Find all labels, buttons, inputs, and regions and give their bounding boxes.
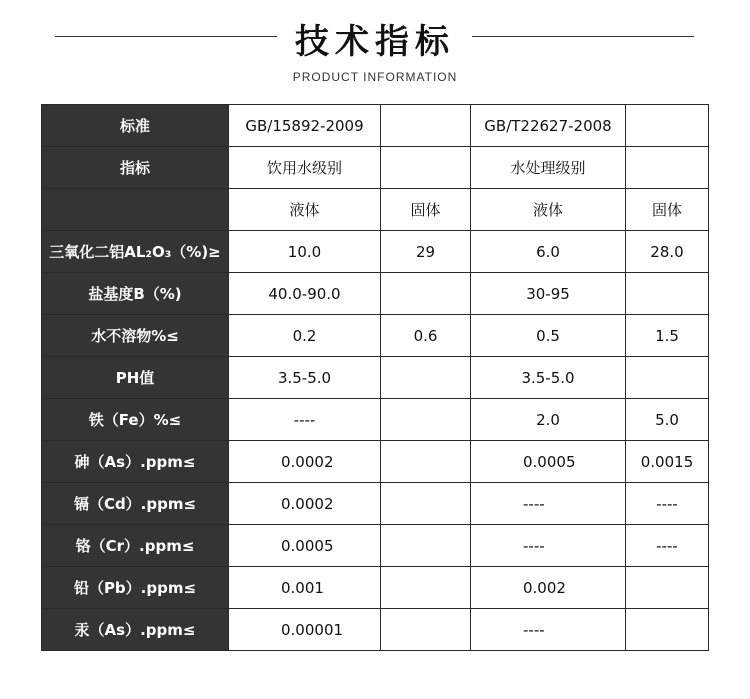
table-cell: 0.00001 <box>229 609 381 651</box>
table-cell <box>381 147 471 189</box>
row-label: 水不溶物%≤ <box>42 315 229 357</box>
table-row <box>42 105 709 147</box>
table-cell: 6.0 <box>471 231 626 273</box>
table-cell: 0.0005 <box>229 525 381 567</box>
table-cell: 0.2 <box>229 315 381 357</box>
table-cell <box>381 483 471 525</box>
table-cell: 固体 <box>381 189 471 231</box>
table-cell: 0.6 <box>381 315 471 357</box>
table-cell: 0.0002 <box>229 483 381 525</box>
row-label: PH值 <box>42 357 229 399</box>
row-label: 盐基度B（%) <box>42 273 229 315</box>
table-cell: GB/15892-2009 <box>229 105 381 147</box>
table-cell <box>381 357 471 399</box>
table-cell: 5.0 <box>626 399 709 441</box>
row-label: 指标 <box>42 147 229 189</box>
table-cell <box>626 147 709 189</box>
table-cell: 液体 <box>471 189 626 231</box>
table-row <box>42 357 709 399</box>
table-cell <box>381 525 471 567</box>
table-cell: 0.0015 <box>626 441 709 483</box>
table-row <box>42 399 709 441</box>
table-row <box>42 189 709 231</box>
table-cell <box>626 567 709 609</box>
table-cell: 28.0 <box>626 231 709 273</box>
table-cell <box>626 609 709 651</box>
table-cell: 1.5 <box>626 315 709 357</box>
row-label: 标准 <box>42 105 229 147</box>
table-row <box>42 315 709 357</box>
table-cell: 3.5-5.0 <box>229 357 381 399</box>
table-row <box>42 273 709 315</box>
row-label: 铬（Cr）.ppm≤ <box>42 525 229 567</box>
table-cell <box>381 105 471 147</box>
table-row <box>42 441 709 483</box>
row-label: 镉（Cd）.ppm≤ <box>42 483 229 525</box>
table-cell: 0.001 <box>229 567 381 609</box>
table-cell <box>626 105 709 147</box>
page-subtitle: PRODUCT INFORMATION <box>292 70 458 84</box>
table-cell <box>381 567 471 609</box>
table-cell: 水处理级别 <box>471 147 626 189</box>
table-cell: 固体 <box>626 189 709 231</box>
row-label: 砷（As）.ppm≤ <box>42 441 229 483</box>
table-cell: GB/T22627-2008 <box>471 105 626 147</box>
row-label: 铅（Pb）.ppm≤ <box>42 567 229 609</box>
table-cell: 2.0 <box>471 399 626 441</box>
table-cell <box>381 273 471 315</box>
table-cell: ---- <box>626 483 709 525</box>
table-cell: 液体 <box>229 189 381 231</box>
row-label: 三氧化二铝AL₂O₃（%)≥ <box>42 231 229 273</box>
table-cell <box>626 357 709 399</box>
table-cell: 40.0-90.0 <box>229 273 381 315</box>
table-cell: 0.0002 <box>229 441 381 483</box>
table-cell: ---- <box>471 483 626 525</box>
table-row <box>42 609 709 651</box>
page-title: 技术指标 <box>295 22 455 62</box>
spec-table <box>41 104 709 651</box>
section-header <box>0 0 750 100</box>
table-cell: 3.5-5.0 <box>471 357 626 399</box>
table-cell: 0.0005 <box>471 441 626 483</box>
table-cell: 29 <box>381 231 471 273</box>
table-cell <box>381 399 471 441</box>
table-cell: 30-95 <box>471 273 626 315</box>
table-cell: ---- <box>471 609 626 651</box>
row-label: 汞（As）.ppm≤ <box>42 609 229 651</box>
table-row <box>42 147 709 189</box>
row-label <box>42 189 229 231</box>
table-row <box>42 567 709 609</box>
table-row <box>42 231 709 273</box>
title-divider-right <box>472 36 694 37</box>
table-cell: ---- <box>229 399 381 441</box>
table-row <box>42 483 709 525</box>
table-cell: 0.5 <box>471 315 626 357</box>
row-label: 铁（Fe）%≤ <box>42 399 229 441</box>
table-cell <box>381 609 471 651</box>
table-cell: ---- <box>471 525 626 567</box>
table-cell: 饮用水级别 <box>229 147 381 189</box>
table-cell <box>626 273 709 315</box>
table-cell <box>381 441 471 483</box>
table-cell: 0.002 <box>471 567 626 609</box>
table-row <box>42 525 709 567</box>
table-cell: ---- <box>626 525 709 567</box>
table-cell: 10.0 <box>229 231 381 273</box>
